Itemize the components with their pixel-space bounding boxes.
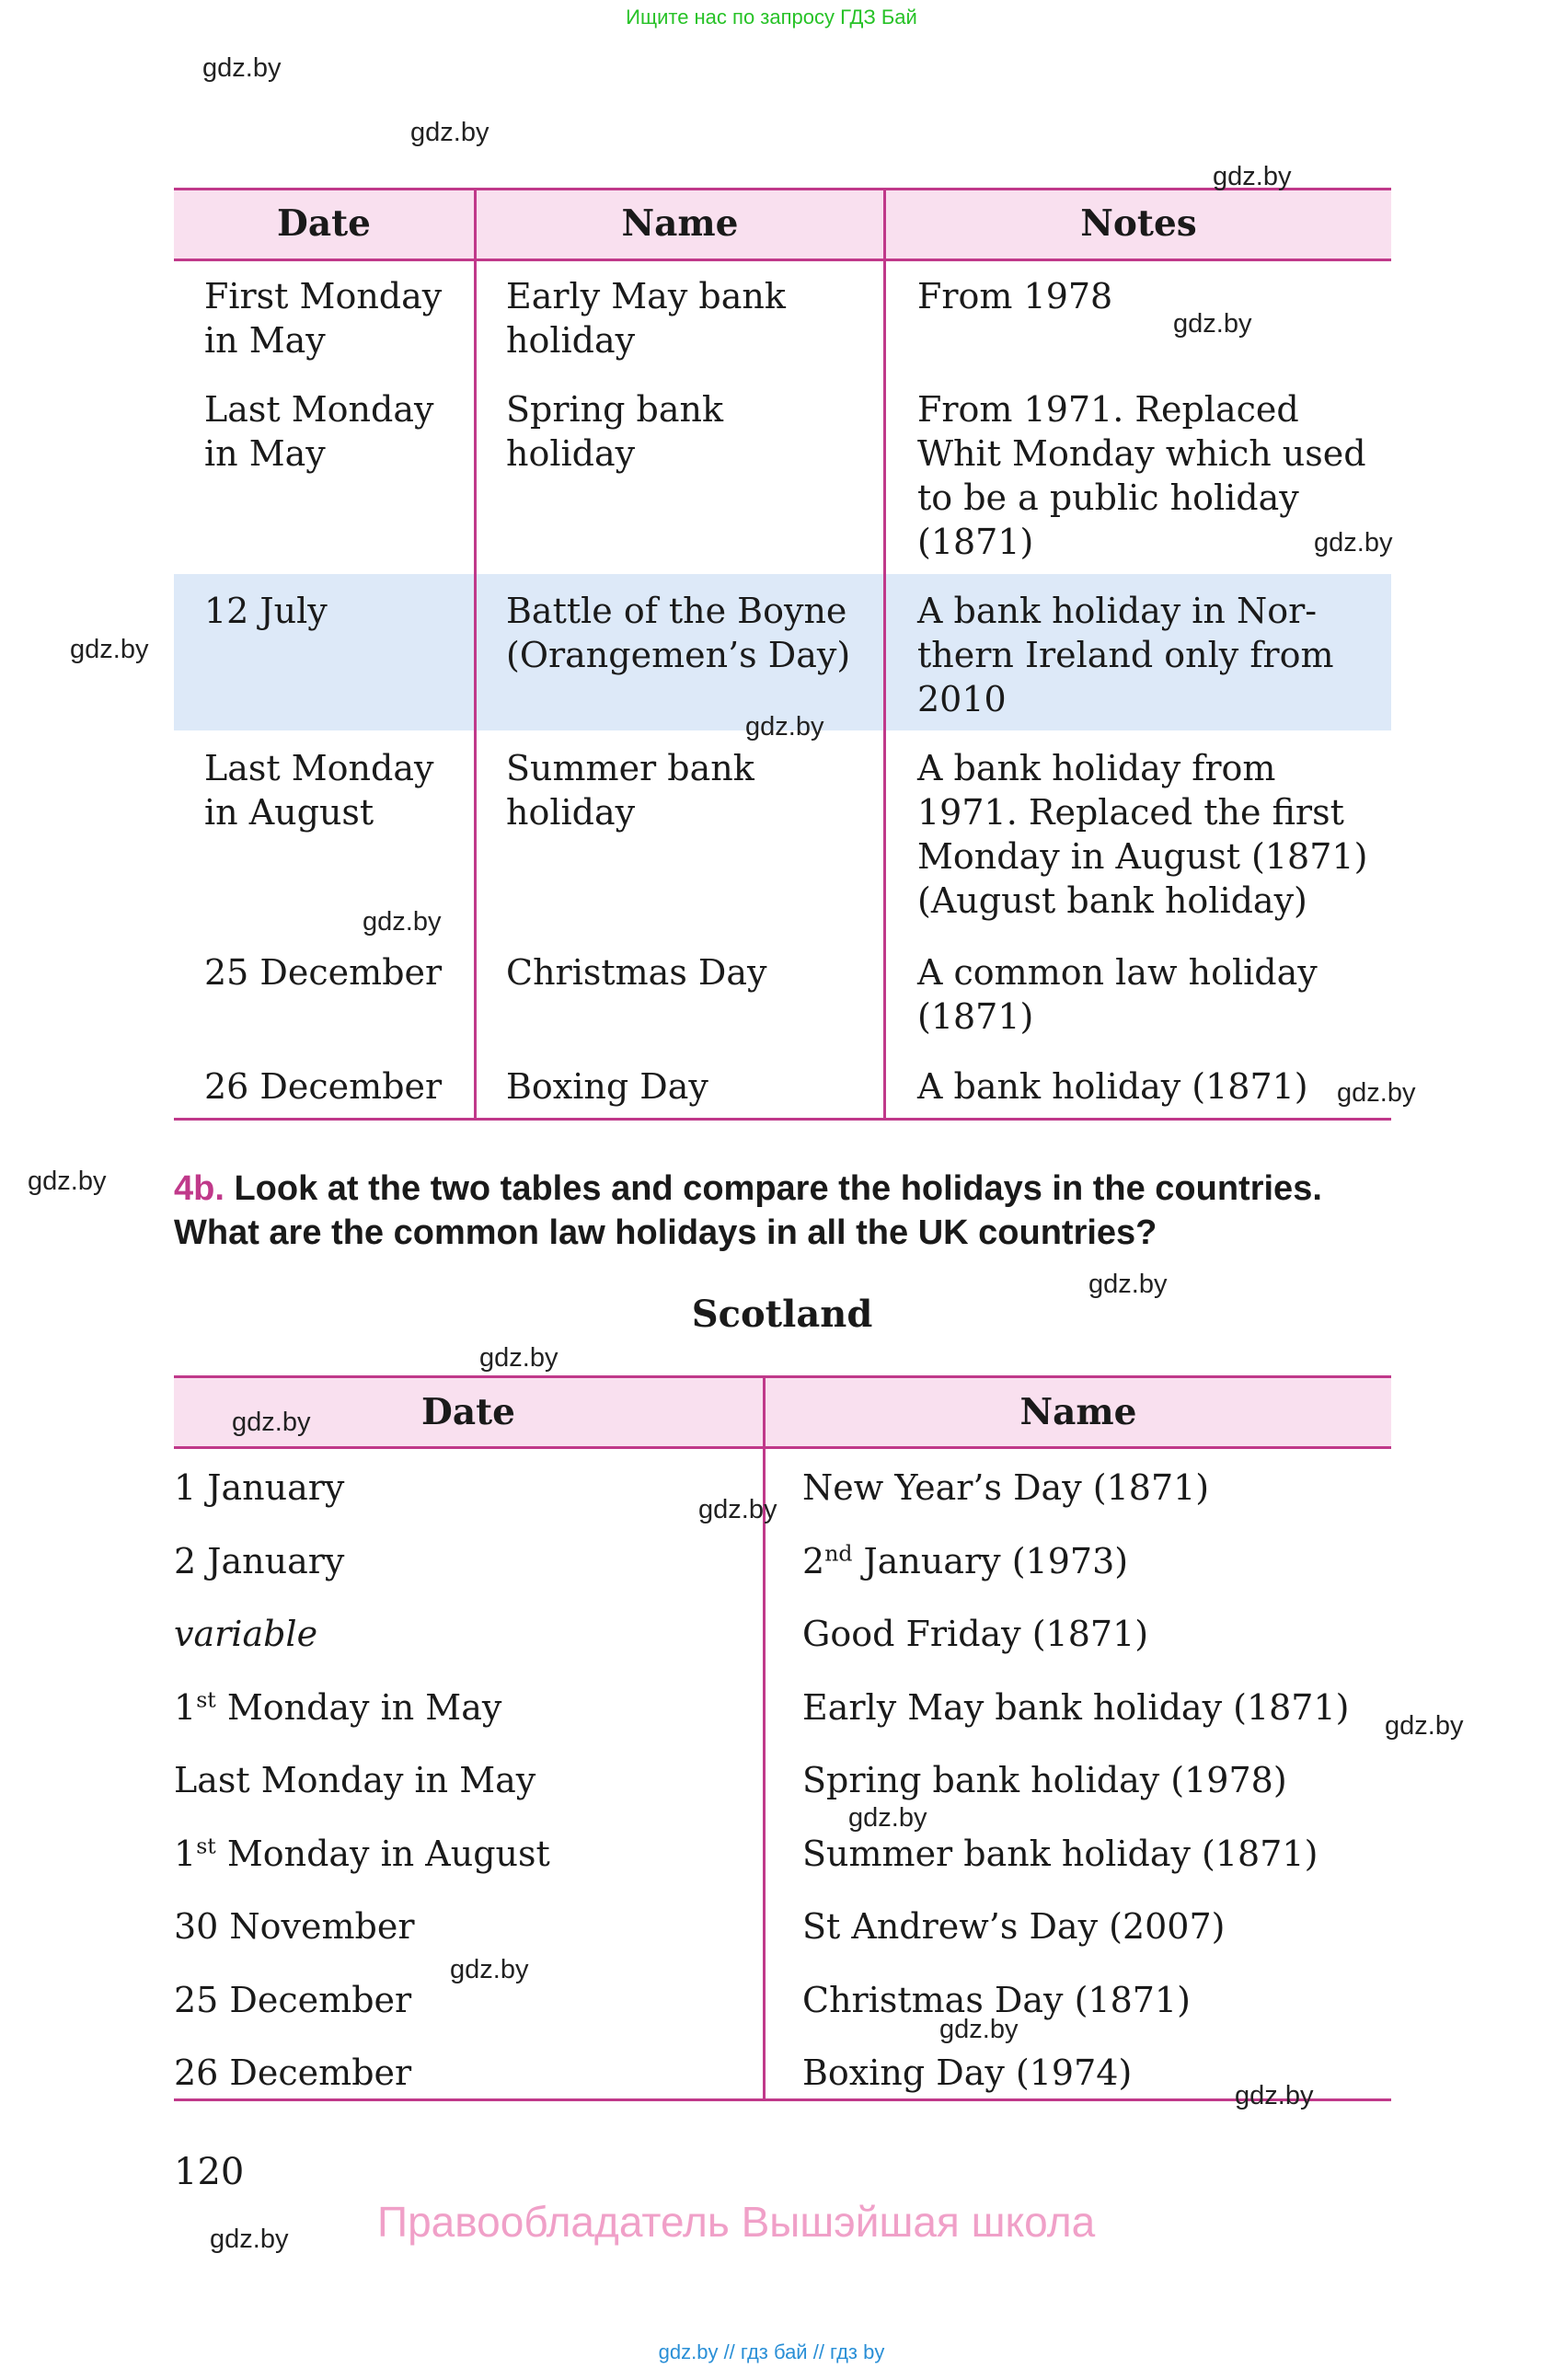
watermark: gdz.by [70,635,149,664]
watermark: gdz.by [745,712,824,742]
table-row-name: 2nd January (1973) [802,1540,1129,1581]
table-row-name: Christmas Day [506,952,767,993]
header-date: Date [277,202,371,245]
table-row-name: Summer bank holiday [506,748,754,833]
table-row-name: Early May bank holiday [506,276,786,361]
table-row-date: 1 January [174,1467,345,1508]
watermark: gdz.by [202,53,282,83]
watermark: gdz.by [232,1408,311,1437]
table-row-date: 12 July [204,591,328,631]
header-name: Name [1019,1391,1137,1433]
watermark: gdz.by [848,1803,927,1833]
watermark: gdz.by [410,118,489,147]
table-row-date: First Monday in May [204,276,443,361]
table-row-date: 25 December [174,1980,412,2020]
table-row-notes: A bank holiday in Nor- thern Ireland only from 2010 [917,591,1334,719]
table-row-notes: A bank holiday (1871) [917,1066,1308,1107]
table-header-rule [174,1446,1391,1449]
watermark: gdz.by [1088,1270,1168,1299]
column-divider [474,188,477,1121]
table-row-date: variable [174,1614,318,1654]
top-note: Ищите нас по запросу ГДЗ Бай [626,6,917,29]
watermark: gdz.by [479,1343,558,1373]
column-divider [763,1375,766,2101]
table-bottom-rule [174,1118,1391,1121]
watermark: gdz.by [1235,2081,1314,2110]
table-row-notes: A common law holiday (1871) [917,952,1318,1037]
table-bottom-rule [174,2098,1391,2101]
table-row-name: Early May bank holiday (1871) [802,1687,1350,1728]
table-row-name: Boxing Day [506,1066,708,1107]
table-row-date: 30 November [174,1906,415,1947]
table-row-name: New Year’s Day (1871) [802,1467,1210,1508]
table-row-date: Last Monday in May [204,389,434,474]
watermark: gdz.by [698,1495,777,1524]
bottom-note: gdz.by // гдз бай // гдз by [658,2340,885,2363]
watermark: gdz.by [450,1955,529,1984]
table-row-name: Christmas Day (1871) [802,1980,1191,2020]
watermark: gdz.by [1337,1078,1416,1108]
page-number: 120 [174,2151,245,2193]
watermark: gdz.by [210,2225,289,2254]
table-row-name: Spring bank holiday [506,389,724,474]
table-row-date: Last Monday in August [204,748,434,833]
watermark: gdz.by [28,1167,107,1196]
watermark: gdz.by [363,907,442,937]
watermark: gdz.by [1173,309,1252,339]
table-row-date: 1st Monday in August [174,1833,550,1874]
table-top-rule [174,188,1391,190]
table-row-name: Boxing Day (1974) [802,2052,1133,2093]
table-row-notes: From 1971. Replaced Whit Monday which used to be a public holiday (1871) [917,389,1366,562]
table-row-date: Last Monday in May [174,1760,536,1800]
table-row-date: 2 January [174,1541,345,1581]
table-row-name: Good Friday (1871) [802,1614,1149,1654]
header-notes: Notes [1080,202,1197,245]
watermark: gdz.by [1385,1711,1464,1741]
table-row-name: Spring bank holiday (1978) [802,1760,1287,1800]
exercise-text: Look at the two tables and compare the holidays in the countries. What are the common law holidays in all the UK countries? [174,1169,1322,1252]
table-row-name: St Andrew’s Day (2007) [802,1906,1226,1947]
table-row-notes: From 1978 [917,276,1113,316]
scotland-title: Scotland [691,1293,873,1336]
copyright-notice: Правообладатель Вышэйшая школа [377,2198,1096,2246]
header-name: Name [621,202,739,245]
table-top-rule [174,1375,1391,1378]
header-date: Date [421,1391,515,1433]
table-row-date: 26 December [204,1066,443,1107]
watermark: gdz.by [1213,162,1292,191]
table-row-date: 25 December [204,952,443,993]
watermark: gdz.by [1314,528,1393,558]
column-divider [883,188,886,1121]
watermark: gdz.by [939,2015,1019,2044]
table-row-name: Summer bank holiday (1871) [802,1834,1318,1874]
table-row-name: Battle of the Boyne (Orangemen’s Day) [506,591,851,675]
table-row-notes: A bank holiday from 1971. Replaced the first Monday in August (1871) (August bank holiday) [917,748,1368,921]
table-row-date: 26 December [174,2052,412,2093]
table-row-date: 1st Monday in May [174,1686,502,1728]
table-header-rule [174,259,1391,261]
exercise-number: 4b. [174,1169,225,1208]
exercise-question [174,1167,1407,1255]
